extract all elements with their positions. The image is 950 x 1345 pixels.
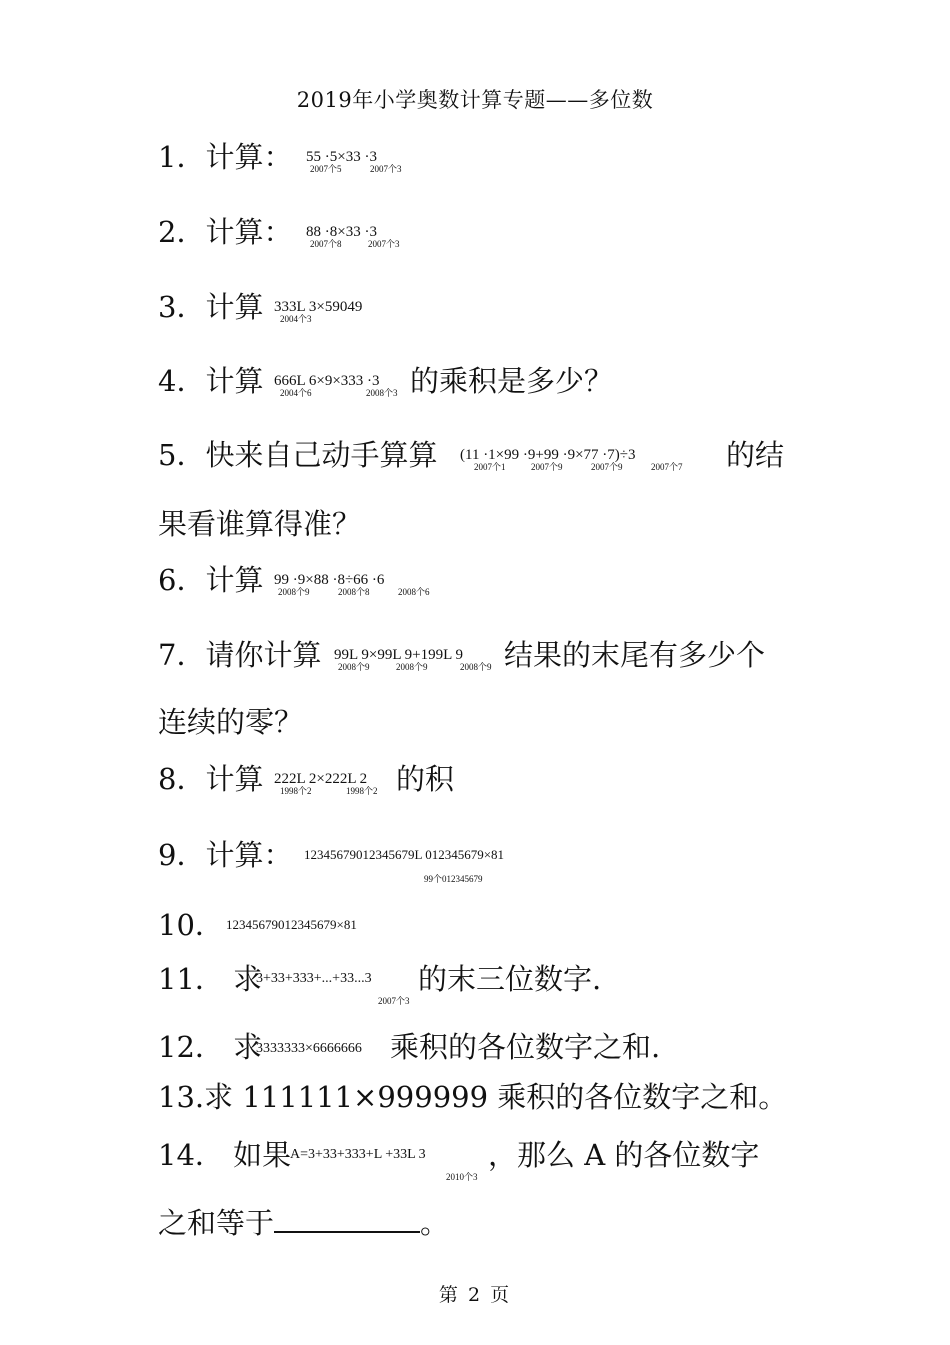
problem-label: 9．计算： bbox=[158, 838, 293, 872]
problem-expression: 333L 3×59049 bbox=[274, 299, 363, 315]
problem-12 bbox=[158, 1030, 698, 1080]
digit-count-label: 1998个2 bbox=[280, 786, 312, 796]
digit-count-label: 2007个7 bbox=[651, 462, 683, 472]
problem-expression: A=3+33+333+L +33L 3 bbox=[290, 1147, 426, 1162]
problem-expression: 12345679012345679L 012345679×81 bbox=[304, 847, 505, 862]
problem-label: 5．快来自己动手算算 bbox=[158, 438, 438, 472]
problem-expression: 3333333×6666666 bbox=[256, 1041, 362, 1056]
answer-blank[interactable] bbox=[274, 1205, 420, 1233]
digit-count-label: 2008个9 bbox=[338, 662, 370, 672]
digit-count-label: 2007个9 bbox=[591, 462, 623, 472]
problem-5 bbox=[158, 438, 798, 488]
digit-count-label: 1998个2 bbox=[346, 786, 378, 796]
problem-label: 10． bbox=[158, 908, 224, 942]
digit-count-label: 2007个1 bbox=[474, 462, 506, 472]
digit-count-label: 2004个6 bbox=[280, 388, 312, 398]
problem-text-tail: 结果的末尾有多少个 bbox=[504, 638, 766, 672]
digit-count-label: 2007个5 bbox=[310, 164, 342, 174]
problem-7-continued: 连续的零？ bbox=[158, 705, 304, 739]
problem-label: 13.求 111111×999999 乘积的各位数字之和。 bbox=[158, 1080, 788, 1114]
problem-expression: 99L 9×99L 9+199L 9 bbox=[334, 647, 463, 663]
problem-label: 7．请你计算 bbox=[158, 638, 322, 672]
problem-text-tail: 的积 bbox=[396, 762, 455, 796]
digit-count-label: 2007个8 bbox=[310, 239, 342, 249]
problem-14-end-punct: 。 bbox=[420, 1206, 450, 1240]
problem-2 bbox=[158, 215, 488, 265]
problem-text-tail: 乘积的各位数字之和. bbox=[390, 1030, 661, 1064]
problem-label: 6．计算 bbox=[158, 563, 264, 597]
problem-11 bbox=[158, 962, 628, 1012]
problem-expression: (11 ·1×99 ·9+99 ·9×77 ·7)÷3 bbox=[460, 447, 636, 463]
problem-expression: 88 ·8×33 ·3 bbox=[306, 224, 377, 240]
problem-14 bbox=[158, 1138, 798, 1188]
problem-label: 12． 求 bbox=[158, 1030, 263, 1064]
problem-text-tail: 的乘积是多少？ bbox=[410, 364, 614, 398]
problem-14-continued-text: 之和等于 bbox=[158, 1206, 275, 1240]
problem-10 bbox=[158, 908, 418, 958]
problem-expression: 3+33+333+...+33...3 bbox=[256, 971, 372, 986]
page-title: 2019年小学奥数计算专题——多位数 bbox=[296, 88, 654, 112]
digit-count-label: 2007个3 bbox=[378, 996, 410, 1006]
problem-text-tail: ，那么 A 的各位数字 bbox=[488, 1138, 760, 1172]
problem-label: 11． 求 bbox=[158, 962, 263, 996]
problem-13 bbox=[158, 1080, 798, 1130]
problem-label: 4．计算 bbox=[158, 364, 264, 398]
problem-label: 8．计算 bbox=[158, 762, 264, 796]
problem-expression: 55 ·5×33 ·3 bbox=[306, 149, 377, 165]
problem-label: 3．计算 bbox=[158, 290, 264, 324]
problem-3 bbox=[158, 290, 458, 340]
problem-label: 14． 如果 bbox=[158, 1138, 292, 1172]
page-number: 第 2 页 bbox=[438, 1284, 512, 1306]
digit-count-label: 2008个3 bbox=[366, 388, 398, 398]
digit-count-label: 2004个3 bbox=[280, 314, 312, 324]
problem-expression: 666L 6×9×333 ·3 bbox=[274, 373, 380, 389]
problem-8 bbox=[158, 762, 478, 812]
problem-1 bbox=[158, 140, 488, 190]
problem-9 bbox=[158, 838, 598, 888]
problem-text-tail: 的末三位数字. bbox=[418, 962, 602, 996]
digit-count-label: 2008个6 bbox=[398, 587, 430, 597]
problem-14-continued bbox=[158, 1205, 449, 1240]
problem-label: 2．计算： bbox=[158, 215, 293, 249]
problem-text-tail: 的结 bbox=[726, 438, 785, 472]
problem-5-continued: 果看谁算得准？ bbox=[158, 507, 362, 541]
problem-expression: 222L 2×222L 2 bbox=[274, 771, 368, 787]
problem-6 bbox=[158, 563, 488, 613]
digit-count-label: 2008个9 bbox=[278, 587, 310, 597]
problem-expression: 12345679012345679×81 bbox=[226, 917, 357, 932]
digit-count-label: 2008个8 bbox=[338, 587, 370, 597]
problem-7 bbox=[158, 638, 798, 688]
digit-count-label: 2010个3 bbox=[446, 1172, 478, 1182]
digit-count-label: 2007个9 bbox=[531, 462, 563, 472]
digit-count-label: 2007个3 bbox=[370, 164, 402, 174]
problem-expression: 99 ·9×88 ·8÷66 ·6 bbox=[274, 572, 385, 588]
digit-count-label: 2008个9 bbox=[396, 662, 428, 672]
problem-4 bbox=[158, 364, 638, 414]
digit-count-label: 2007个3 bbox=[368, 239, 400, 249]
digit-count-label: 99个012345679 bbox=[424, 874, 483, 884]
problem-label: 1．计算： bbox=[158, 140, 293, 174]
digit-count-label: 2008个9 bbox=[460, 662, 492, 672]
